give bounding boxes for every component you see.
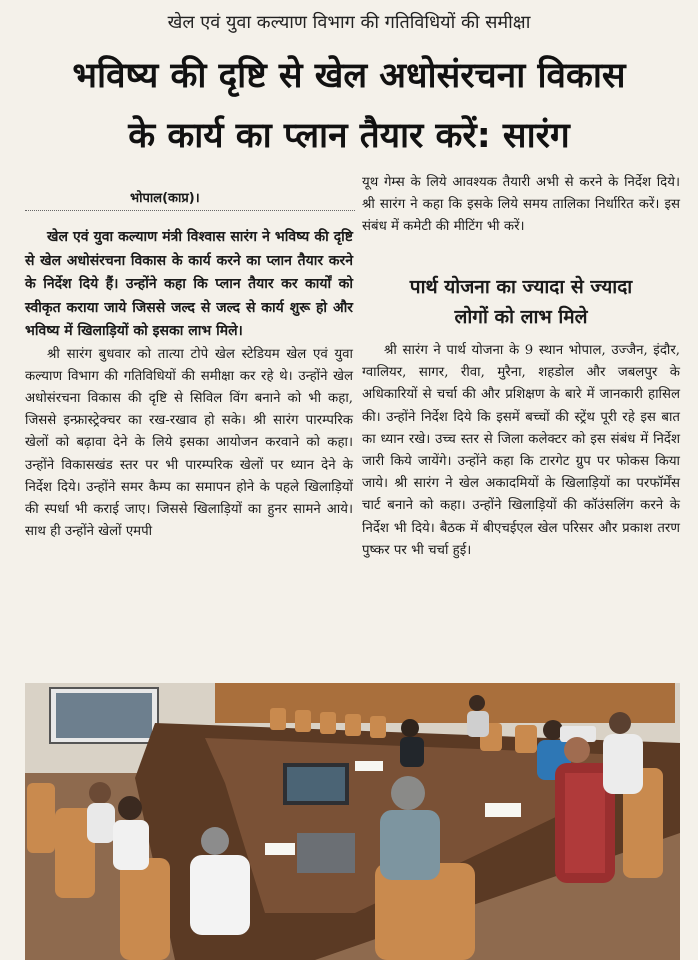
laptop [297, 833, 355, 873]
meeting-room-illustration [25, 683, 680, 960]
meeting-photo [25, 683, 680, 960]
body-paragraph: श्री सारंग बुधवार को तात्या टोपे खेल स्टेडियम खेल एवं युवा कल्याण विभाग की गतिविधियों की समीक्षा कर रहे थे। उन्होंने खेल अधोसंरचना विकास की दृष्टि से सिविल विंग बनाने को भी कहा, जिससे इन्फ्रास्ट्रेक्चर का रख-रखाव हो सके। श्री सारंग पारम्परिक खेलों को बढ़ावा देने के लिये इसका आयोजन करवाने को कहा। उन्होंने विकासखंड स्तर पर भी पारम्परिक खेलों पर ध्यान देने के निर्देश दिये। उन्होंने समर कैम्प का समापन होने के पहले खिलाड़ियों की स्पर्धा भी कराई जाए। जिससे खिलाड़ियों का हुनर सामने आये। साथ ही उन्होंने खेलों एमपी [25, 346, 353, 540]
headline-line-1: भविष्य की दृष्टि से खेल अधोसंरचना विकास [72, 56, 626, 96]
body-paragraph: श्री सारंग ने पार्थ योजना के 9 स्थान भोपाल, उज्जैन, इंदौर, ग्वालियर, सागर, रीवा, मुरैना, शहडोल और जबलपुर के अधिकारियों से चर्चा की और प्रशिक्षण के बारे में जानकारी हासिल की। उन्होंने निर्देश दिये कि इसमें बच्चों की स्ट्रेंथ पूरी रहे इस बात का ध्यान रखे। उच्च स्तर से जिला कलेक्टर को इस संबंध में निर्देश जारी किये जायेंगे। उन्होंने कहा कि टारगेट ग्रुप पर फोकस किया जाये। श्री सारंग ने खेल अकादमियों के खिलाड़ियों का परफॉर्मेंस चार्ट बनाने को कहा। उन्होंने खिलाड़ियों की कॉउंसलिंग करने के निर्देश भी दिये। बैठक में बीएचईएल खेल परिसर और प्रकाश तरण पुष्कर पर भी चर्चा हुई। [362, 343, 680, 558]
left-column [25, 226, 353, 543]
headline-line-2: के कार्य का प्लान तैयार करें: सारंग [128, 116, 570, 156]
dotted-divider [25, 210, 355, 211]
dateline: भोपाल(काप्र)। [130, 191, 200, 206]
subheading-line-2: लोगों को लाभ मिले [454, 306, 588, 328]
right-column-body [362, 340, 680, 562]
body-paragraph-continued: यूथ गेम्स के लिये आवश्यक तैयारी अभी से करने के निर्देश दिये। श्री सारंग ने कहा कि इसके लिये समय तालिका निर्धारित करें। इस संबंध में कमेटी की मीटिंग भी करें। [362, 175, 680, 235]
subheading [362, 272, 680, 332]
headline [10, 46, 688, 166]
kicker: खेल एवं युवा कल्याण विभाग की गतिविधियों की समीक्षा [167, 12, 531, 33]
subheading-line-1: पार्थ योजना का ज्यादा से ज्यादा [409, 276, 633, 298]
right-column-top [362, 172, 680, 239]
laptop-screen [287, 767, 345, 801]
lead-paragraph: खेल एवं युवा कल्याण मंत्री विश्वास सारंग ने भविष्य की दृष्टि से खेल अधोसंरचना विकास के कार्य करने का प्लान तैयार करने के निर्देश दिये हैं। उन्होंने कहा कि प्लान तैयार कर कार्यों को स्वीकृत कराया जाये जिससे जल्द से जल्द से कार्य शुरू हो और भविष्य में खिलाड़ियों को इसका लाभ मिले। [25, 229, 353, 339]
screen-content [56, 693, 152, 738]
